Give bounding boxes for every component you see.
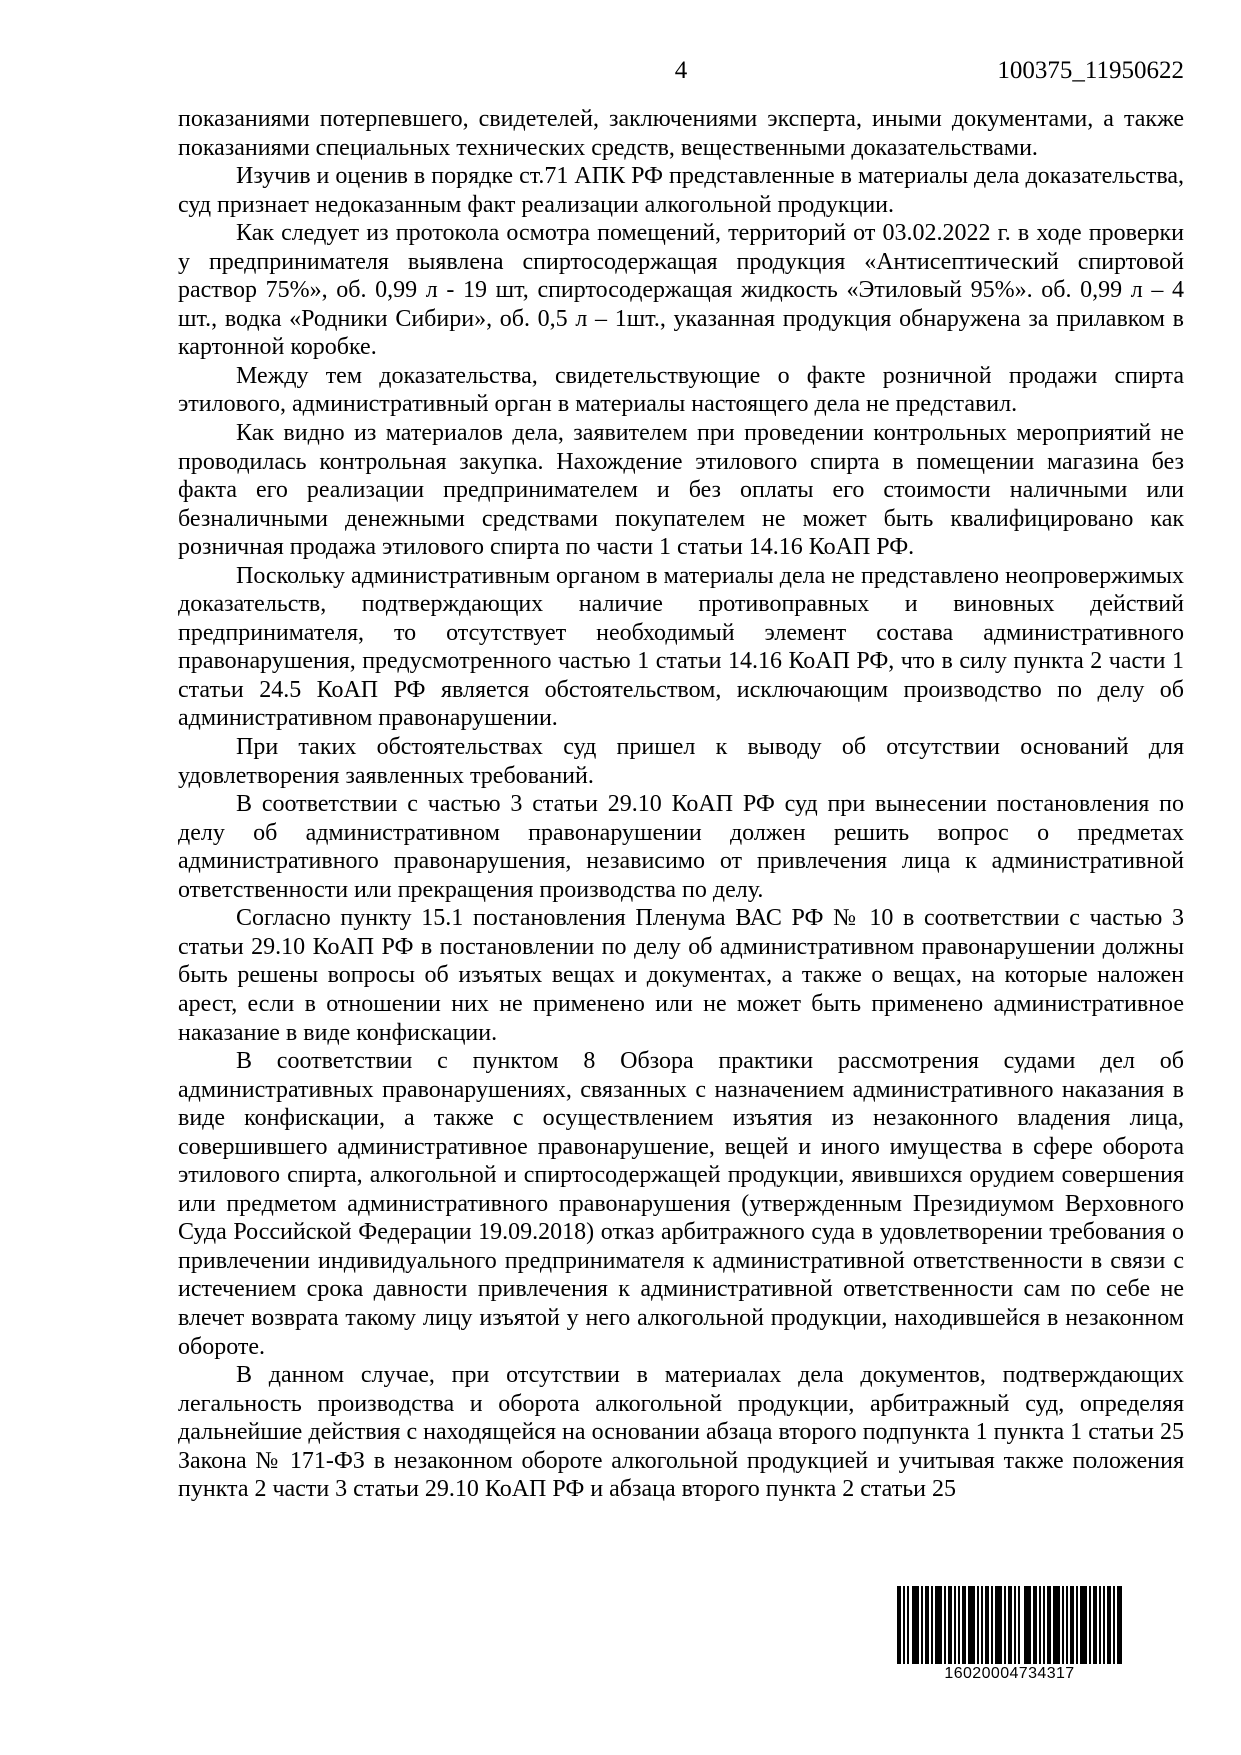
- document-id: 100375_11950622: [997, 57, 1184, 84]
- paragraph: В данном случае, при отсутствии в материалах дела документов, подтверждающих легальность производства и оборота алкогольной продукции, арбитражный суд, определяя дальнейшие действия с находящейся на основании абзаца второго подпункта 1 пункта 1 статьи 25 Закона № 171-ФЗ в незаконном обороте алкогольной продукцией и учитывая также положения пункта 2 части 3 статьи 29.10 КоАП РФ и абзаца второго пункта 2 статьи 25: [178, 1362, 1184, 1503]
- paragraph: Изучив и оценив в порядке ст.71 АПК РФ представленные в материалы дела доказательства, суд признает недоказанным факт реализации алкогольной продукции.: [178, 163, 1184, 218]
- paragraph: В соответствии с частью 3 статьи 29.10 КоАП РФ суд при вынесении постановления по делу об административном правонарушении должен решить вопрос о предметах административного правонарушения, независимо от привлечения лица к административной ответственности или прекращения производства по делу.: [178, 791, 1184, 903]
- barcode-block: [897, 1586, 1122, 1683]
- paragraph: Как следует из протокола осмотра помещений, территорий от 03.02.2022 г. в ходе проверки у предпринимателя выявлена спиртосодержащая продукция «Антисептический спиртовой раствор 75%», об. 0,99 л - 19 шт, спиртосодержащая жидкость «Этиловый 95%». об. 0,99 л – 4 шт., водка «Родники Сибири», об. 0,5 л – 1шт., указанная продукция обнаружена за прилавком в картонной коробке.: [178, 220, 1184, 361]
- paragraph: Как видно из материалов дела, заявителем при проведении контрольных мероприятий не проводилась контрольная закупка. Нахождение этилового спирта в помещении магазина без факта его реализации предпринимателем и без оплаты его стоимости наличными или безналичными денежными средствами покупателем не может быть квалифицировано как розничная продажа этилового спирта по части 1 статьи 14.16 КоАП РФ.: [178, 420, 1184, 561]
- page-header: [178, 56, 1184, 88]
- barcode-number: 16020004734317: [944, 1665, 1075, 1682]
- barcode-icon: [897, 1586, 1122, 1664]
- paragraph: Поскольку административным органом в материалы дела не представлено неопровержимых доказательств, подтверждающих наличие противоправных и виновных действий предпринимателя, то отсутствует необходимый элемент состава административного правонарушения, предусмотренного частью 1 статьи 14.16 КоАП РФ, что в силу пункта 2 части 1 статьи 24.5 КоАП РФ является обстоятельством, исключающим производство по делу об административном правонарушении.: [178, 562, 1184, 732]
- document-body: [178, 105, 1184, 1504]
- paragraph: Между тем доказательства, свидетельствующие о факте розничной продажи спирта этилового, административный орган в материалы настоящего дела не представил.: [178, 362, 1184, 418]
- paragraph: В соответствии с пунктом 8 Обзора практики рассмотрения судами дел об административных правонарушениях, связанных с назначением административного наказания в виде конфискации, а также с осуществлением изъятия из незаконного владения лица, совершившего административное правонарушение, вещей и иного имущества в сфере оборота этилового спирта, алкогольной и спиртосодержащей продукции, явившихся орудием совершения или предметом административного правонарушения (утвержденным Президиумом Верховного Суда Российской Федерации 19.09.2018) отказ арбитражного суда в удовлетворении требования о привлечении индивидуального предпринимателя к административной ответственности в связи с истечением срока давности привлечения к административной ответственности сам по себе не влечет возврата такому лицу изъятой у него алкогольной продукции, находившейся в незаконном обороте.: [178, 1048, 1184, 1360]
- paragraph: показаниями потерпевшего, свидетелей, заключениями эксперта, иными документами, а также показаниями специальных технических средств, вещественными доказательствами.: [178, 106, 1184, 161]
- page-number: 4: [674, 57, 688, 84]
- paragraph: При таких обстоятельствах суд пришел к выводу об отсутствии оснований для удовлетворения заявленных требований.: [178, 734, 1184, 789]
- paragraph: Согласно пункту 15.1 постановления Пленума ВАС РФ № 10 в соответствии с частью 3 статьи 29.10 КоАП РФ в постановлении по делу об административном правонарушении должны быть решены вопросы об изъятых вещах и документах, а также о вещах, на которые наложен арест, если в отношении них не применено или не может быть применено административное наказание в виде конфискации.: [178, 905, 1184, 1046]
